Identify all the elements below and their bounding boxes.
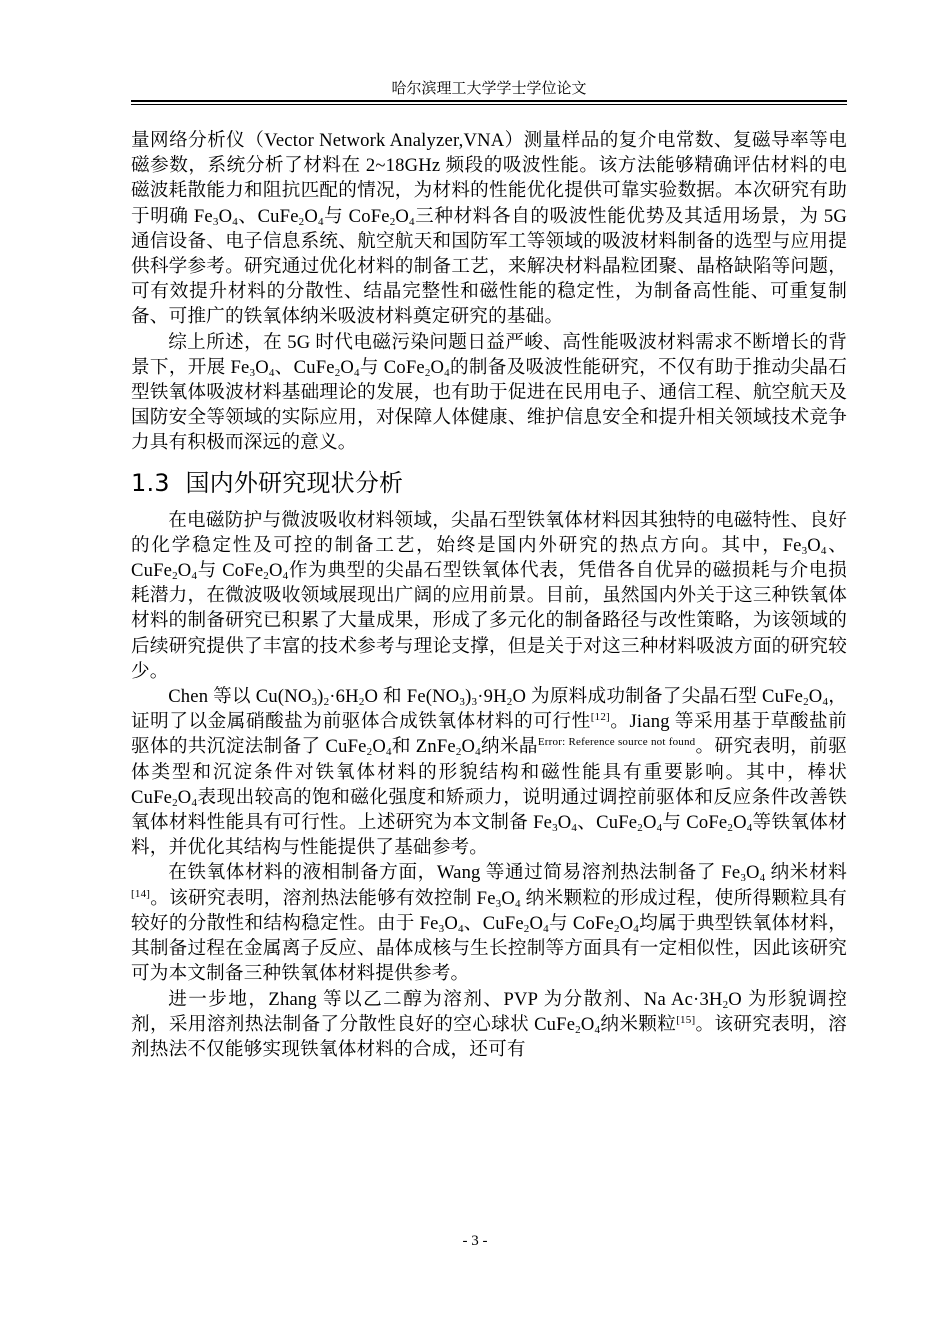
running-header: 哈尔滨理工大学学士学位论文 [391, 79, 587, 97]
section-heading [131, 468, 847, 498]
paragraph-3: 在电磁防护与微波吸收材料领域，尖晶石型铁氧体材料因其独特的电磁特性、良好的化学稳定性及可控的制备工艺，始终是国内外研究的热点方向。其中，$Fe_3O_4$、$CuFe_2O_4$与 $CoFe_2O_4$作为典型的尖晶石型铁氧体代表，凭借各自优异的磁损耗与介电损耗潜力，在微波吸收领域展现出广阔的应用前景。目前，虽然国内外关于这三种铁氧体材料的制备研究已积累了大量成果，形成了多元化的制备路径与改性策略，为该领域的后续研究提供了丰富的技术参考与理论支撑，但是关于对这三种材料吸波方面的研究较少。 [131, 509, 847, 682]
paragraph-1: 量网络分析仪（Vector Network Analyzer,VNA）测量样品的复介电常数、复磁导率等电磁参数，系统分析了材料在 2~18GHz 频段的吸波性能。该方法能够精确评估材料的电磁波耗散能力和阻抗匹配的情况，为材料的性能优化提供可靠实验数据。本次研究有助于明确 $Fe_3O_4$、$CuFe_2O_4$与 $CoFe_2O_4$三种材料各自的吸波性能优势及其适用场景，为 5G 通信设备、电子信息系统、航空航天和国防军工等领域的吸波材料制备的选型与应用提供科学参考。研究通过优化材料的制备工艺，来解决材料晶粒团聚、晶格缺陷等问题，可有效提升材料的分散性、结晶完整性和磁性能的稳定性，为制备高性能、可重复制备、可推广的铁氧体纳米吸波材料奠定研究的基础。 [131, 130, 847, 328]
page-number: - 3 - [462, 1233, 488, 1249]
paragraph-2: 综上所述，在 5G 时代电磁污染问题日益严峻、高性能吸波材料需求不断增长的背景下，开展 $Fe_3O_4$、$CuFe_2O_4$与 $CoFe_2O_4$的制备及吸波性能研究，不仅有助于推动尖晶石型铁氧体吸波材料基础理论的发展，也有助于促进在民用电子、通信工程、航空航天及国防安全等领域的实际应用，对保障人体健康、维护信息安全和提升相关领域技术竞争力具有积极而深远的意义。 [131, 331, 847, 454]
header-rule-thick [131, 100, 847, 102]
section-number: 1.3 [131, 468, 170, 497]
section-title: 国内外研究现状分析 [185, 468, 404, 497]
citation-15[interactable]: [15] [676, 1013, 696, 1026]
citation-error[interactable]: Error: Reference source not found [537, 736, 696, 749]
paragraph-4: Chen 等以 $Cu(NO_3)_2\cdot 6H_2O$ 和 $Fe(NO_3)_3\cdot 9H_2O$ 为原料成功制备了尖晶石型 $CuFe_2O_4$，证明了以金属硝酸盐为前驱体合成铁氧体材料的可行性[12]。Jiang 等采用基于草酸盐前驱体的共沉淀法制备了 $CuFe_2O_4$和 $ZnFe_2O_4$纳米晶$^{Error: Reference source not found}$。研究表明，前驱体类型和沉淀条件对铁氧体材料的形貌结构和磁性能具有重要影响。其中，棒状 $CuFe_2O_4$表现出较高的饱和磁化强度和矫顽力，说明通过调控前驱体和反应条件改善铁氧体材料性能具有可行性。上述研究为本文制备 $Fe_3O_4$、$CuFe_2O_4$与 $CoFe_2O_4$等铁氧体材料，并优化其结构与性能提供了基础参考。 [131, 686, 847, 859]
citation-14[interactable]: [14] [131, 887, 151, 900]
citation-12[interactable]: [12] [590, 711, 610, 724]
paragraph-6: 进一步地，Zhang 等以乙二醇为溶剂、PVP 为分散剂、Na $Ac\cdot 3H_2O$ 为形貌调控剂，采用溶剂热法制备了分散性良好的空心球状 $CuFe_2O_4$纳米颗粒[15]。该研究表明，溶剂热法不仅能够实现铁氧体材料的合成，还可有 [131, 988, 847, 1060]
paragraph-5: 在铁氧体材料的液相制备方面，Wang 等通过简易溶剂热法制备了 $Fe_3O_4$ 纳米材料[14]。该研究表明，溶剂热法能够有效控制 $Fe_3O_4$ 纳米颗粒的形成过程，使所得颗粒具有较好的分散性和结构稳定性。由于 $Fe_3O_4$、$CuFe_2O_4$与 $CoFe_2O_4$均属于典型铁氧体材料，其制备过程在金属离子反应、晶体成核与生长控制等方面具有一定相似性，因此该研究可为本文制备三种铁氧体材料提供参考。 [131, 862, 847, 985]
body-text [131, 128, 847, 1062]
header-rule-thin [131, 104, 847, 105]
